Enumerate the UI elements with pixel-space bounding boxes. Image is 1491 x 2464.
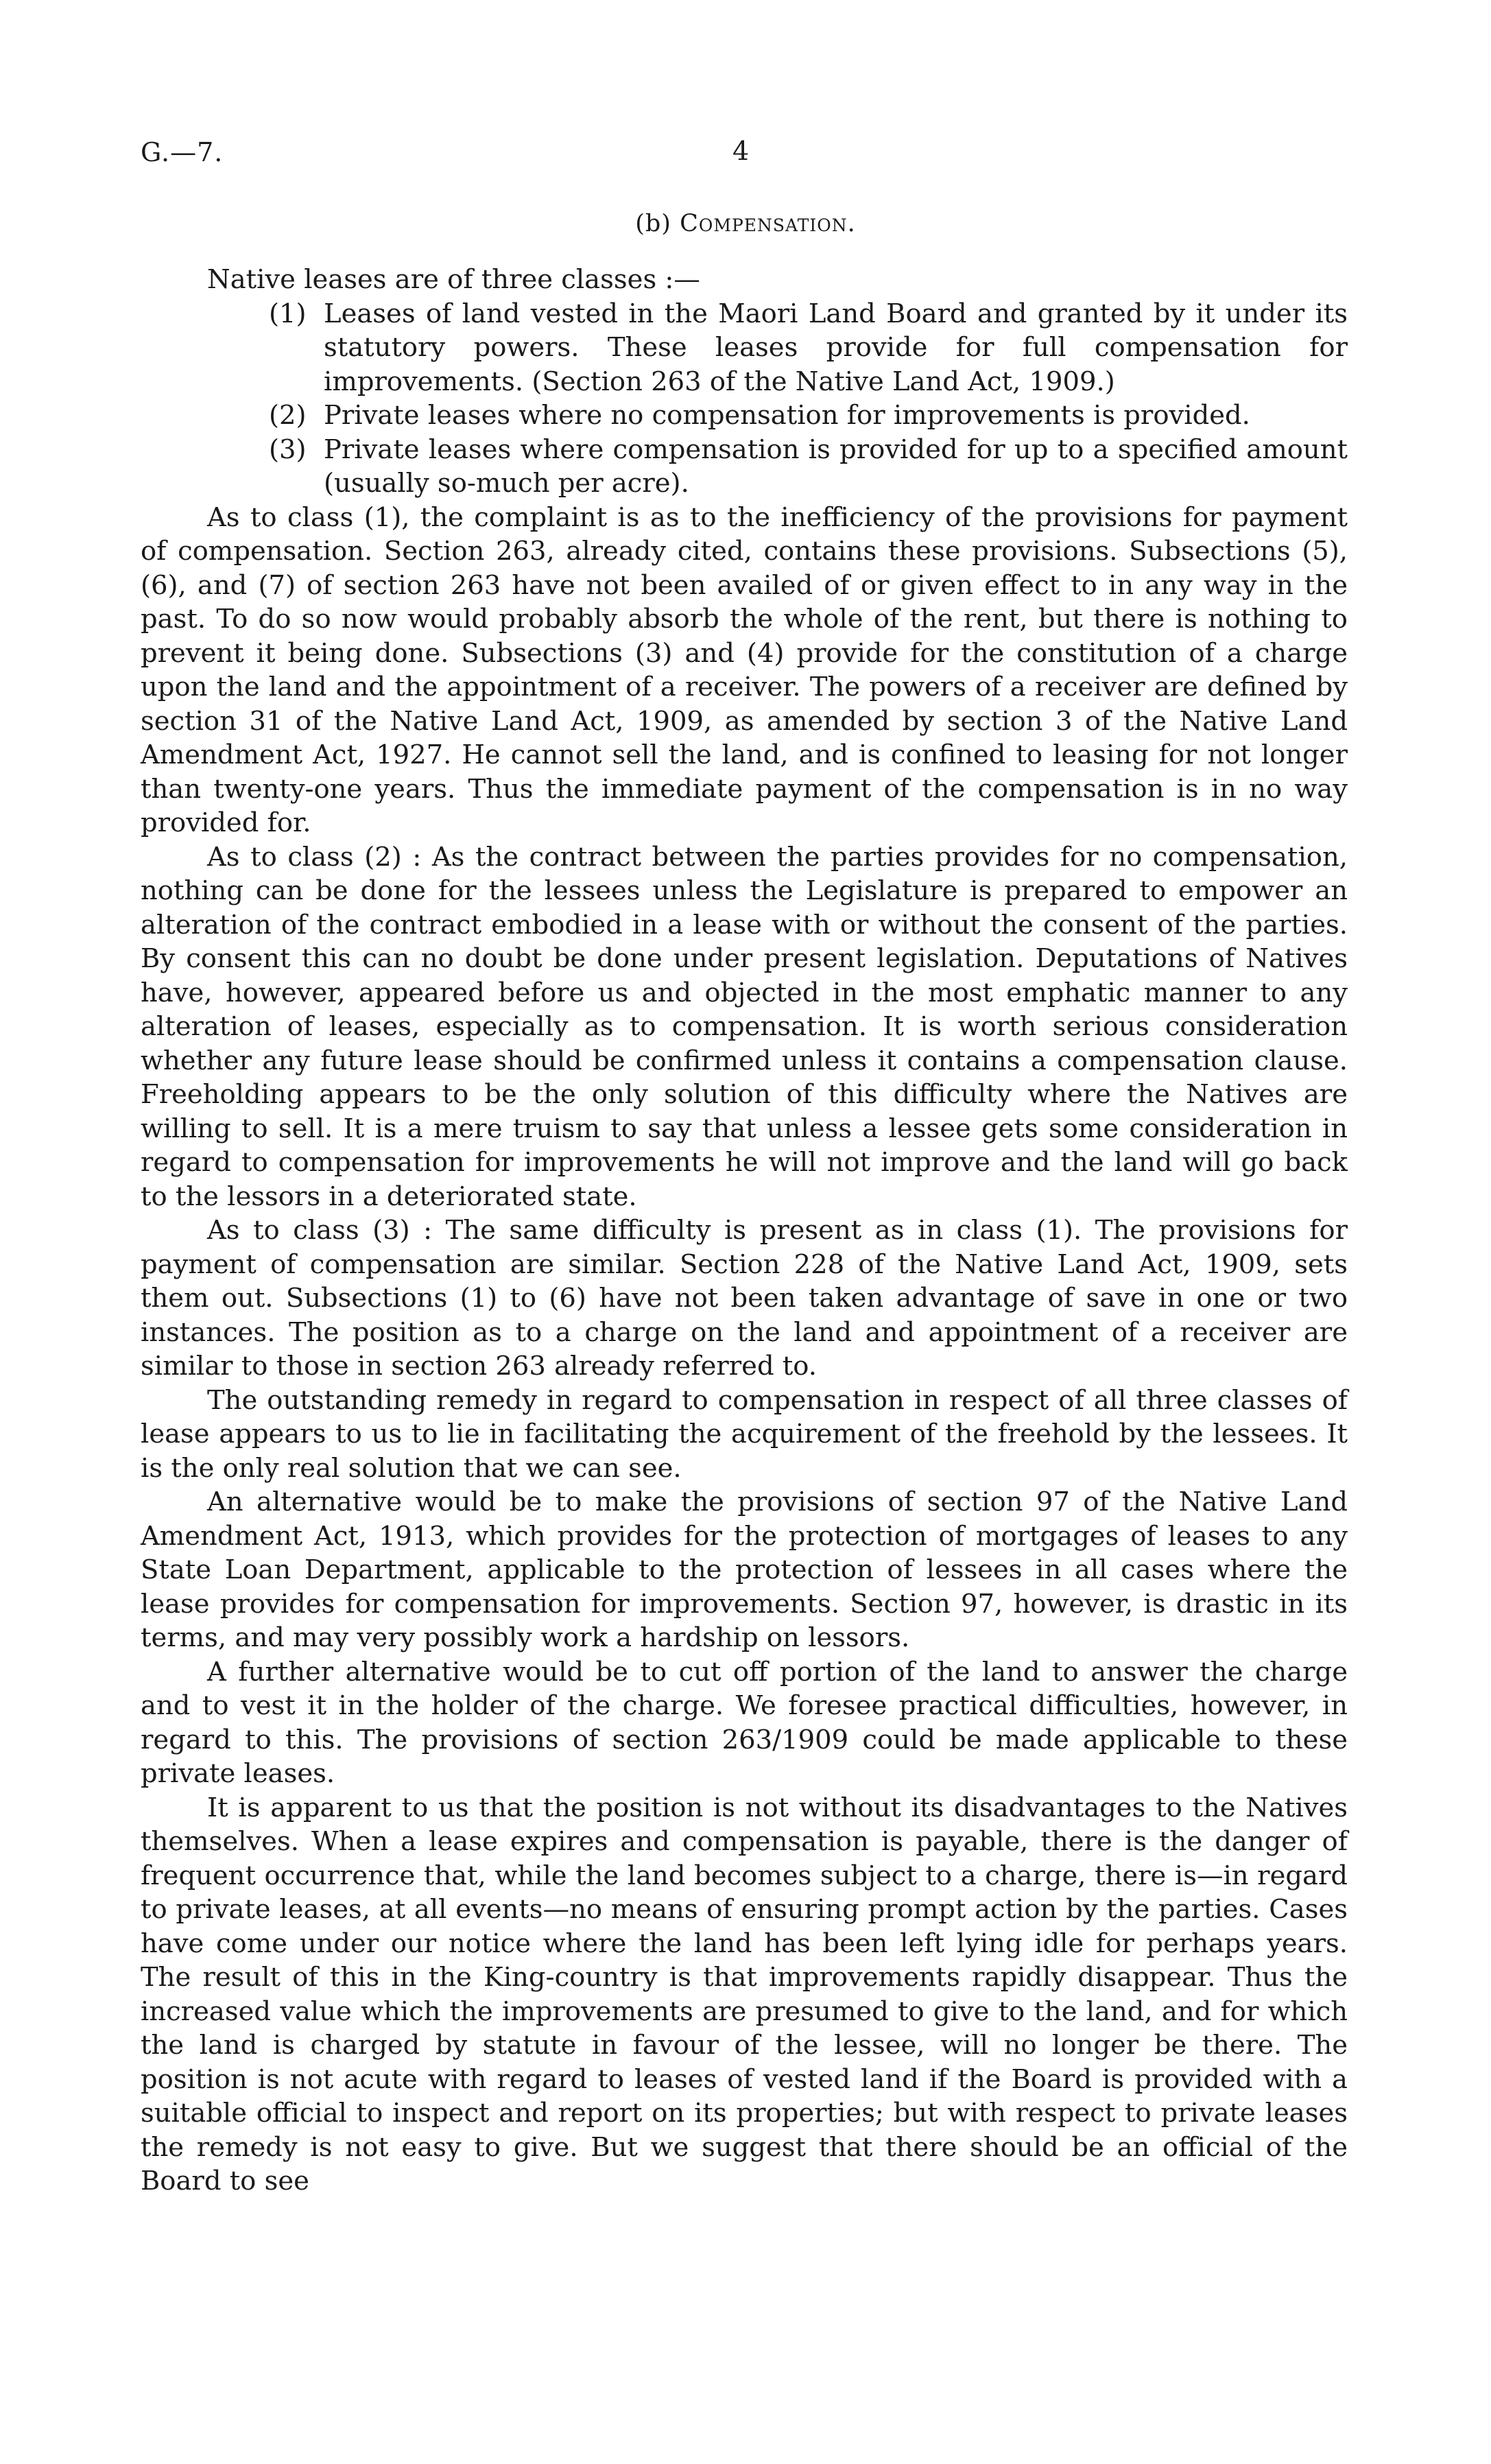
list-item-text: Private leases where compensation is provided for up to a specified amount (usually so-much per acre).: [324, 434, 1348, 499]
lease-classes-list: [141, 297, 1348, 501]
paragraph-alternative: An alternative would be to make the provisions of section 97 of the Native Land Amendment Act, 1913, which provides for the protection of mortgages of leases to any State Loan Department, applicable to the protection of lessees in all cases where the lease provides for compensation for improvements. Section 97, however, is drastic in its terms, and may very possibly work a hardship on lessors.: [141, 1486, 1348, 1653]
list-item-number: (2): [269, 400, 307, 431]
paragraph-disadvantages: It is apparent to us that the position is not without its disadvantages to the Natives themselves. When a lease expires and compensation is payable, there is the danger of frequent occurrence that, while the land becomes subject to a charge, there is—in regard to private leases, at all events—no means of ensuring prompt action by the parties. Cases have come under our notice where the land has been left lying idle for perhaps years. The result of this in the King-country is that improvements rapidly disappear. Thus the increased value which the improvements are presumed to give to the land, and for which the land is charged by statute in favour of the lessee, will no longer be there. The position is not acute with regard to leases of vested land if the Board is provided with a suitable official to inspect and report on its properties; but with respect to private leases the remedy is not easy to give. But we suggest that there should be an official of the Board to see: [141, 1792, 1348, 2196]
document-reference: G.—7.: [141, 137, 224, 167]
section-title: Compensation.: [680, 210, 856, 237]
page-number: 4: [732, 136, 750, 166]
section-label: (b): [635, 210, 671, 237]
paragraph-class-1: As to class (1), the complaint is as to the inefficiency of the provisions for payment of compensation. Section 263, already cited, contains these provisions. Subsections (5), (6), and (7) of section 263 have not been availed of or given effect to in any way in the past. To do so now would probably absorb the whole of the rent, but there is nothing to prevent it being done. Subsections (3) and (4) provide for the constitution of a charge upon the land and the appointment of a receiver. The powers of a receiver are defined by section 31 of the Native Land Act, 1909, as amended by section 3 of the Native Land Amendment Act, 1927. He cannot sell the land, and is confined to leasing for not longer than twenty-one years. Thus the immediate payment of the compensation is in no way provided for.: [141, 501, 1348, 838]
paragraph-remedy: The outstanding remedy in regard to compensation in respect of all three classes of lease appears to us to lie in facilitating the acquirement of the freehold by the lessees. It is the only real solution that we can see.: [141, 1384, 1348, 1484]
paragraph-class-3: As to class (3) : The same difficulty is present as in class (1). The provisions for payment of compensation are similar. Section 228 of the Native Land Act, 1909, sets them out. Subsections (1) to (6) have not been taken advantage of save in one or two instances. The position as to a charge on the land and appointment of a receiver are similar to those in section 263 already referred to.: [141, 1215, 1348, 1382]
paragraph-further-alternative: A further alternative would be to cut off portion of the land to answer the charge and to vest it in the holder of the charge. We foresee practical difficulties, however, in regard to this. The provisions of section 263/1909 could be made applicable to these private leases.: [141, 1656, 1348, 1789]
list-item-number: (3): [269, 434, 307, 465]
list-item-text: Leases of land vested in the Maori Land Board and granted by it under its statutory powers. These leases provide for full compensation for improvements. (Section 263 of the Native Land Act, 1909.): [324, 298, 1348, 397]
list-item: [269, 297, 1348, 399]
intro-paragraph: Native leases are of three classes :—: [207, 264, 700, 295]
list-item: [269, 399, 1348, 433]
section-heading: [0, 210, 1491, 237]
list-item: [269, 433, 1348, 501]
list-item-number: (1): [269, 298, 307, 329]
list-item-text: Private leases where no compensation for improvements is provided.: [324, 400, 1250, 431]
body-text: [141, 263, 1348, 2199]
paragraph-class-2: As to class (2) : As the contract between the parties provides for no compensation, nothing can be done for the lessees unless the Legislature is prepared to empower an alteration of the contract embodied in a lease with or without the consent of the parties. By consent this can no doubt be done under present legislation. Deputations of Natives have, however, appeared before us and objected in the most emphatic manner to any alteration of leases, especially as to compensation. It is worth serious consideration whether any future lease should be confirmed unless it contains a compensation clause. Freeholding appears to be the only solution of this difficulty where the Natives are willing to sell. It is a mere truism to say that unless a lessee gets some consideration in regard to compensation for improvements he will not improve and the land will go back to the lessors in a deteriorated state.: [141, 841, 1348, 1212]
